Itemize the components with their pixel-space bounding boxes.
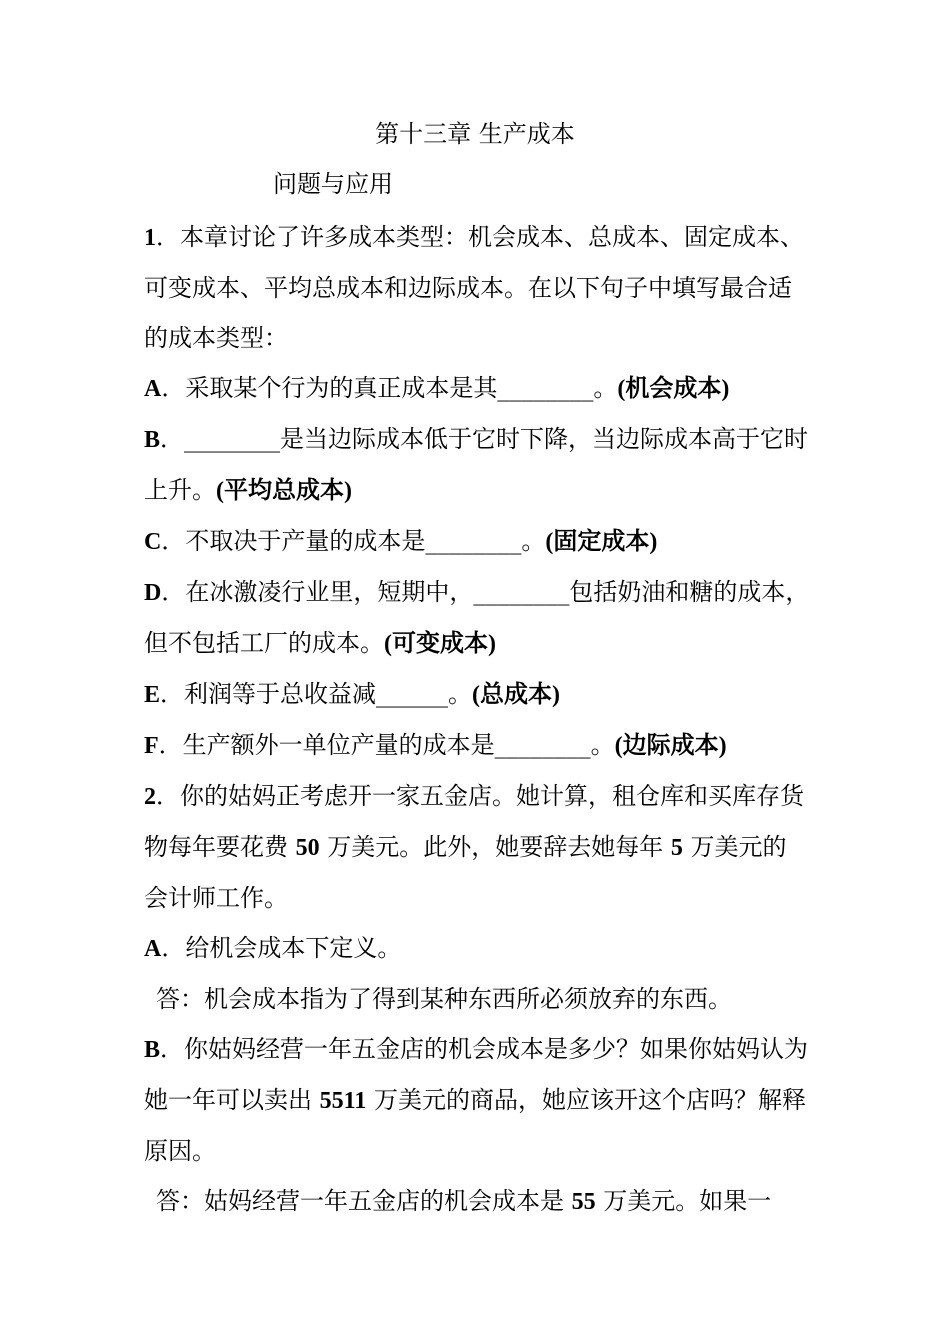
item-answer: (机会成本): [617, 376, 730, 402]
item-answer: (固定成本): [545, 529, 658, 555]
item-a: [144, 363, 810, 414]
item-letter: B: [144, 427, 161, 453]
question-number: 2: [144, 784, 156, 810]
item-answer: (平均总成本): [216, 478, 352, 504]
amount: 5: [670, 835, 683, 861]
item-letter: A: [144, 936, 162, 962]
item-text: 万美元的商品，她应该开这个店吗？解释原因。: [144, 1086, 806, 1165]
item-text: ．给机会成本下定义。: [161, 934, 402, 962]
q2-item-a: [144, 923, 810, 974]
item-b: [144, 414, 810, 516]
q2-answer-a: 答：机会成本指为了得到某种东西所必须放弃的东西。: [156, 985, 732, 1013]
item-letter: D: [144, 580, 162, 606]
item-answer: (可变成本): [384, 631, 496, 657]
answer-text: 万美元。如果一: [595, 1187, 772, 1215]
section-subtitle: 问题与应用: [273, 170, 393, 198]
question-2: [144, 771, 810, 923]
question-1: [144, 212, 810, 363]
item-text: ．________是当边际成本低于它时下降，当边际成本高于它时上升。: [144, 425, 809, 504]
item-text: ．生产额外一单位产量的成本是________。: [158, 731, 615, 759]
question-text: 万美元的会计师工作。: [144, 833, 787, 912]
item-letter: E: [144, 682, 161, 708]
item-f: [144, 720, 810, 771]
item-d: [144, 567, 810, 669]
amount: 50: [295, 835, 320, 861]
item-text: ．在冰激凌行业里，短期中，________包括奶油和糖的成本，但不包括工厂的成本。: [144, 578, 810, 657]
q2-item-b: [144, 1024, 810, 1176]
item-c: [144, 516, 810, 567]
question-text: ．本章讨论了许多成本类型：机会成本、总成本、固定成本、可变成本、平均总成本和边际成本。在以下句子中填写最合适的成本类型：: [144, 223, 804, 352]
question-text: ．你的姑妈正考虑开一家五金店。她计算，租仓库和买库存货物每年要花费: [144, 782, 804, 861]
question-number: 1: [144, 225, 156, 251]
amount: 55: [571, 1189, 596, 1215]
item-answer: (边际成本): [614, 733, 727, 759]
item-text: ．采取某个行为的真正成本是其________。: [161, 374, 618, 402]
amount: 5511: [319, 1088, 367, 1114]
item-letter: B: [144, 1037, 161, 1063]
item-letter: F: [144, 733, 159, 759]
item-e: [144, 669, 810, 720]
item-letter: A: [144, 376, 162, 402]
item-text: ．利润等于总收益减______。: [160, 680, 473, 708]
chapter-title: 第十三章 生产成本: [375, 120, 575, 148]
item-answer: (总成本): [472, 682, 560, 708]
item-letter: C: [144, 529, 162, 555]
q2-answer-b: [144, 1176, 810, 1227]
question-text: 万美元。此外，她要辞去她每年: [319, 833, 671, 861]
document-body: [144, 212, 810, 1227]
item-text: ．不取决于产量的成本是________。: [161, 527, 546, 555]
item-text: ．你姑妈经营一年五金店的机会成本是多少？如果你姑妈认为她一年可以卖出: [144, 1035, 809, 1114]
answer-text: 答：姑妈经营一年五金店的机会成本是: [156, 1187, 572, 1215]
